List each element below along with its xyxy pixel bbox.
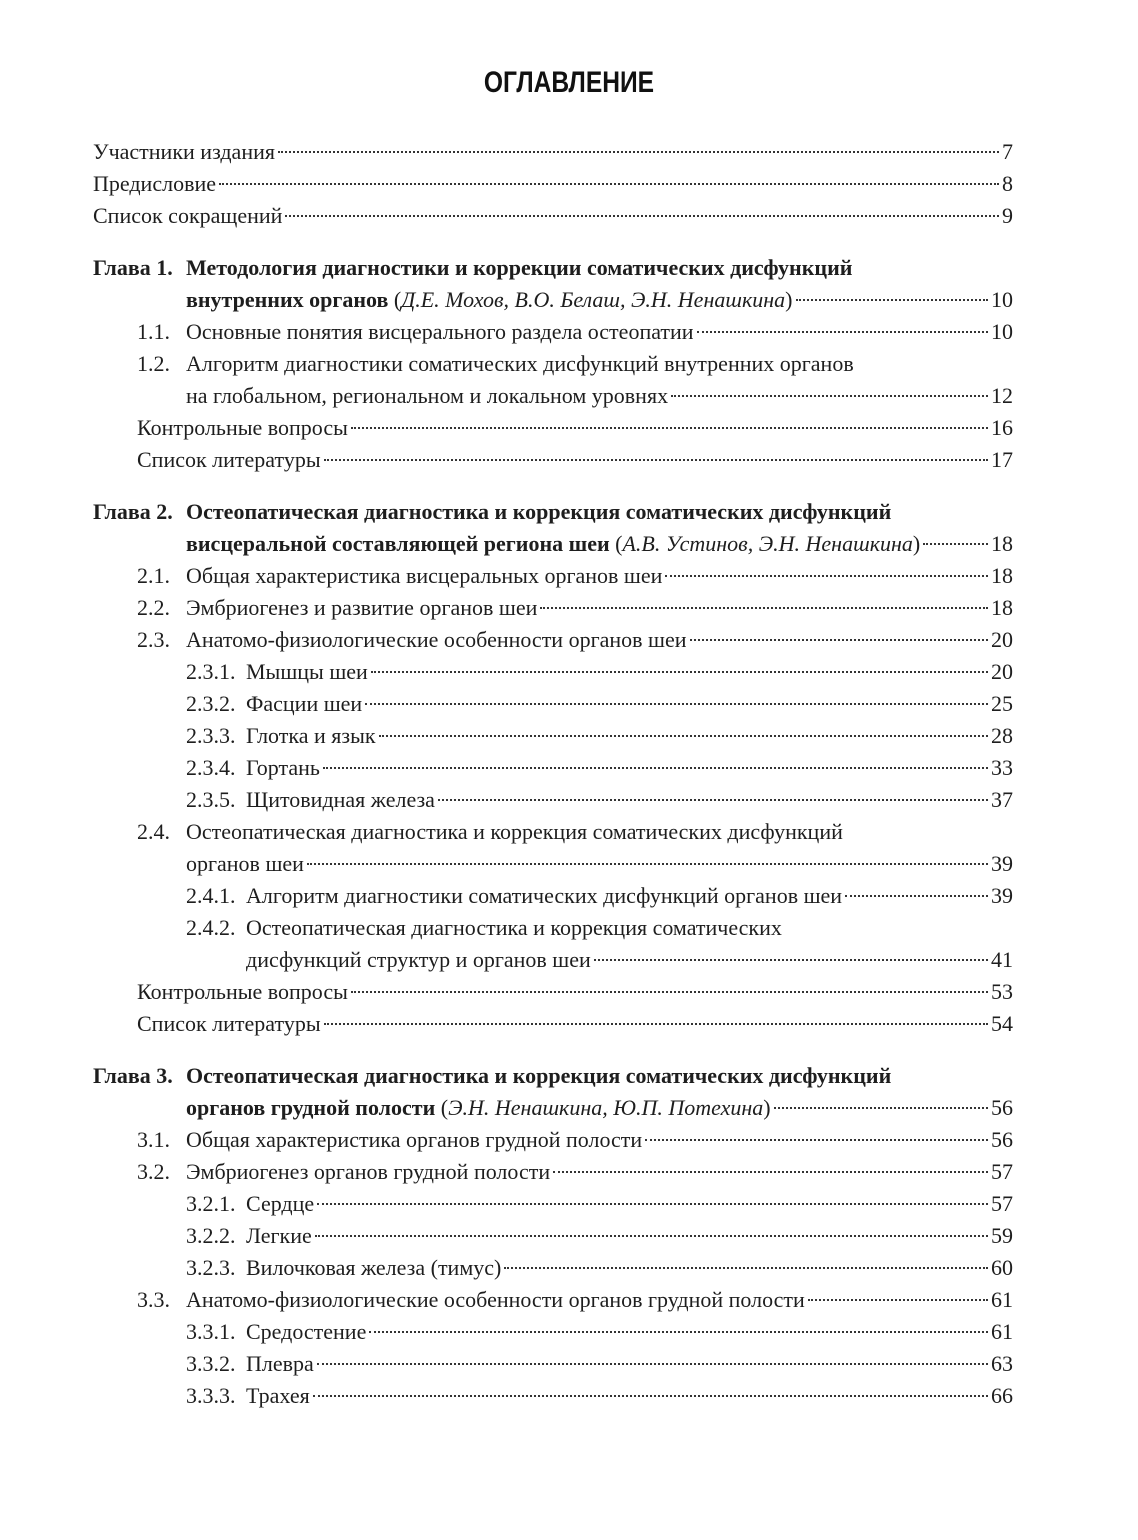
- toc-entry[interactable]: [93, 784, 1013, 816]
- dot-leader: [504, 1267, 988, 1269]
- page-number: 20: [991, 659, 1013, 684]
- page-number: 18: [991, 563, 1013, 588]
- dot-leader: [307, 863, 988, 865]
- entry-number: 3.3.: [137, 1287, 170, 1312]
- dot-leader: [540, 607, 988, 609]
- entry-number: 2.3.5.: [186, 787, 236, 812]
- entry-number: 1.1.: [137, 319, 170, 344]
- page-number: 18: [991, 595, 1013, 620]
- toc-chapter[interactable]: Глава 2. Остеопатическая диагностика и коррекция соматических дисфункций висцеральной составляющей региона шеи ( А.В. Устинов, Э.Н. Ненашкина ) 18: [93, 496, 1013, 560]
- dot-leader: [317, 1203, 988, 1205]
- entry-title-line: Легкие: [246, 1223, 312, 1248]
- entry-title-line: Участники издания: [93, 139, 275, 164]
- dot-leader: [553, 1171, 988, 1173]
- entry-number: 3.1.: [137, 1127, 170, 1152]
- entry-authors: А.В. Устинов, Э.Н. Ненашкина: [622, 531, 913, 556]
- entry-title-line: Предисловие: [93, 171, 216, 196]
- page-title: ОГЛАВЛЕНИЕ: [483, 66, 655, 99]
- toc-entry[interactable]: [93, 1316, 1013, 1348]
- entry-title-line: Основные понятия висцерального раздела остеопатии: [186, 319, 694, 344]
- page-number: 9: [1002, 203, 1013, 228]
- dot-leader: [645, 1139, 988, 1141]
- dot-leader: [324, 1023, 988, 1025]
- toc-entry[interactable]: [93, 624, 1013, 656]
- entry-number: 3.2.3.: [186, 1255, 236, 1280]
- page-number: 56: [991, 1095, 1013, 1120]
- toc-entry[interactable]: [93, 816, 1013, 880]
- toc-entry[interactable]: [93, 1380, 1013, 1412]
- entry-number: 3.3.1.: [186, 1319, 236, 1344]
- entry-title-line: Эмбриогенез и развитие органов шеи: [186, 595, 538, 620]
- entry-number: 2.3.3.: [186, 723, 236, 748]
- dot-leader: [438, 799, 988, 801]
- dot-leader: [671, 395, 988, 397]
- entry-number: 1.2.: [137, 351, 170, 376]
- toc-entry[interactable]: [93, 444, 1013, 476]
- toc-entry[interactable]: [93, 1220, 1013, 1252]
- dot-leader: [285, 215, 999, 217]
- page-number: 25: [991, 691, 1013, 716]
- entry-title-line: Трахея: [246, 1383, 310, 1408]
- entry-number: 2.2.: [137, 595, 170, 620]
- entry-title-line: Мышцы шеи: [246, 659, 368, 684]
- page-number: 33: [991, 755, 1013, 780]
- toc-entry[interactable]: [93, 1124, 1013, 1156]
- dot-leader: [369, 1331, 988, 1333]
- entry-title-line: Остеопатическая диагностика и коррекция соматических: [246, 915, 782, 940]
- entry-number: 2.3.4.: [186, 755, 236, 780]
- page-number: 17: [991, 447, 1013, 472]
- page-number: 63: [991, 1351, 1013, 1376]
- entry-title-line: Анатомо-физиологические особенности органов шеи: [186, 627, 687, 652]
- page-number: 41: [991, 947, 1013, 972]
- entry-number: 3.3.2.: [186, 1351, 236, 1376]
- entry-title-line: Алгоритм диагностики соматических дисфункций органов шеи: [246, 883, 843, 908]
- dot-leader: [774, 1107, 988, 1109]
- toc-entry[interactable]: [93, 1008, 1013, 1040]
- dot-leader: [351, 427, 988, 429]
- entry-number: Глава 2.: [93, 499, 173, 524]
- toc-entry[interactable]: [93, 1188, 1013, 1220]
- toc-entry[interactable]: [93, 880, 1013, 912]
- entry-title-line: Остеопатическая диагностика и коррекция соматических дисфункций: [186, 819, 843, 844]
- toc-entry[interactable]: [93, 316, 1013, 348]
- dot-leader: [796, 299, 989, 301]
- page-number: 16: [991, 415, 1013, 440]
- page-number: 8: [1002, 171, 1013, 196]
- page-number: 54: [991, 1011, 1013, 1036]
- toc-entry[interactable]: [93, 752, 1013, 784]
- entry-number: 2.3.: [137, 627, 170, 652]
- dot-leader: [351, 991, 988, 993]
- dot-leader: [697, 331, 988, 333]
- page-number: 7: [1002, 139, 1013, 164]
- page-number: 39: [991, 883, 1013, 908]
- entry-number: 2.3.1.: [186, 659, 236, 684]
- entry-title-line: висцеральной составляющей региона шеи: [186, 531, 610, 556]
- entry-authors: Э.Н. Ненашкина, Ю.П. Потехина: [448, 1095, 764, 1120]
- page-number: 56: [991, 1127, 1013, 1152]
- dot-leader: [313, 1395, 988, 1397]
- entry-title-line: Контрольные вопросы: [137, 415, 348, 440]
- entry-title-line: Фасции шеи: [246, 691, 363, 716]
- toc-entry[interactable]: [93, 1284, 1013, 1316]
- toc-entry[interactable]: [93, 412, 1013, 444]
- entry-number: 2.4.1.: [186, 883, 236, 908]
- page-number: 59: [991, 1223, 1013, 1248]
- entry-title-line: Список литературы: [137, 1011, 321, 1036]
- entry-number: 2.3.2.: [186, 691, 236, 716]
- entry-authors: Д.Е. Мохов, В.О. Белаш, Э.Н. Ненашкина: [401, 287, 786, 312]
- page-number: 61: [991, 1287, 1013, 1312]
- page-number: 60: [991, 1255, 1013, 1280]
- entry-title-line: Общая характеристика органов грудной полости: [186, 1127, 643, 1152]
- entry-title-line: Плевра: [246, 1351, 314, 1376]
- entry-title-line: органов шеи: [186, 851, 304, 876]
- entry-title-line: Щитовидная железа: [246, 787, 435, 812]
- page-number: 66: [991, 1383, 1013, 1408]
- entry-title-line: Эмбриогенез органов грудной полости: [186, 1159, 551, 1184]
- page-number: 57: [991, 1159, 1013, 1184]
- entry-title-line: Гортань: [246, 755, 320, 780]
- dot-leader: [808, 1299, 988, 1301]
- entry-number: 3.2.: [137, 1159, 170, 1184]
- entry-number: 3.2.1.: [186, 1191, 236, 1216]
- entry-title-line: Сердце: [246, 1191, 315, 1216]
- entry-title-line: Вилочковая железа (тимус): [246, 1255, 502, 1280]
- page-number: 57: [991, 1191, 1013, 1216]
- entry-number: 3.3.3.: [186, 1383, 236, 1408]
- toc-entry[interactable]: [93, 656, 1013, 688]
- toc-entry[interactable]: [93, 560, 1013, 592]
- entry-title-line: внутренних органов: [186, 287, 389, 312]
- entry-number: 2.1.: [137, 563, 170, 588]
- dot-leader: [219, 183, 999, 185]
- page-number: 10: [991, 319, 1013, 344]
- page-number: 53: [991, 979, 1013, 1004]
- toc-entry[interactable]: [93, 168, 1013, 200]
- toc-entry[interactable]: [93, 136, 1013, 168]
- entry-title-line: Остеопатическая диагностика и коррекция соматических дисфункций: [186, 499, 892, 524]
- entry-number: Глава 3.: [93, 1063, 173, 1088]
- entry-title-line: Общая характеристика висцеральных органов шеи: [186, 563, 663, 588]
- page-number: 12: [991, 383, 1013, 408]
- toc-entry[interactable]: [93, 348, 1013, 412]
- entry-title-line: Средостение: [246, 1319, 367, 1344]
- entry-title-line: Контрольные вопросы: [137, 979, 348, 1004]
- page-number: 61: [991, 1319, 1013, 1344]
- page-number: 39: [991, 851, 1013, 876]
- dot-leader: [665, 575, 988, 577]
- entry-title-line: Анатомо-физиологические особенности органов грудной полости: [186, 1287, 805, 1312]
- dot-leader: [923, 543, 988, 545]
- toc-entry[interactable]: [93, 720, 1013, 752]
- toc-entry[interactable]: [93, 976, 1013, 1008]
- page-number: 37: [991, 787, 1013, 812]
- dot-leader: [371, 671, 988, 673]
- toc-chapter[interactable]: Глава 1. Методология диагностики и коррекции соматических дисфункций внутренних органов ( Д.Е. Мохов, В.О. Белаш, Э.Н. Ненашкина ) 10: [93, 252, 1013, 316]
- dot-leader: [365, 703, 988, 705]
- entry-title-line: Список литературы: [137, 447, 321, 472]
- entry-number: 2.4.2.: [186, 915, 236, 940]
- dot-leader: [317, 1363, 988, 1365]
- entry-title-line: Остеопатическая диагностика и коррекция соматических дисфункций: [186, 1063, 892, 1088]
- dot-leader: [278, 151, 999, 153]
- entry-number: 2.4.: [137, 819, 170, 844]
- dot-leader: [315, 1235, 988, 1237]
- page-number: 10: [991, 287, 1013, 312]
- entry-title-line: Глотка и язык: [246, 723, 376, 748]
- toc-entry[interactable]: [93, 912, 1013, 976]
- dot-leader: [379, 735, 988, 737]
- page-number: 20: [991, 627, 1013, 652]
- entry-title-line: органов грудной полости: [186, 1095, 436, 1120]
- dot-leader: [690, 639, 988, 641]
- toc-entry[interactable]: [93, 1156, 1013, 1188]
- dot-leader: [323, 767, 988, 769]
- toc-entry[interactable]: [93, 200, 1013, 232]
- entry-title-line: на глобальном, региональном и локальном уровнях: [186, 383, 669, 408]
- entry-number: 3.2.2.: [186, 1223, 236, 1248]
- dot-leader: [324, 459, 988, 461]
- toc-chapter[interactable]: Глава 3. Остеопатическая диагностика и коррекция соматических дисфункций органов грудной полости ( Э.Н. Ненашкина, Ю.П. Потехина ) 56: [93, 1060, 1013, 1124]
- toc-entry[interactable]: [93, 592, 1013, 624]
- entry-title-line: дисфункций структур и органов шеи: [246, 947, 591, 972]
- toc-entry[interactable]: [93, 1252, 1013, 1284]
- page-number: 18: [991, 531, 1013, 556]
- dot-leader: [845, 895, 988, 897]
- page-number: 28: [991, 723, 1013, 748]
- toc-entry[interactable]: [93, 688, 1013, 720]
- entry-title-line: Методология диагностики и коррекции соматических дисфункций: [186, 255, 853, 280]
- toc-entry[interactable]: [93, 1348, 1013, 1380]
- entry-title-line: Алгоритм диагностики соматических дисфункций внутренних органов: [186, 351, 854, 376]
- table-of-contents: [93, 136, 1013, 1412]
- entry-title-line: Список сокращений: [93, 203, 283, 228]
- entry-number: Глава 1.: [93, 255, 173, 280]
- dot-leader: [594, 959, 988, 961]
